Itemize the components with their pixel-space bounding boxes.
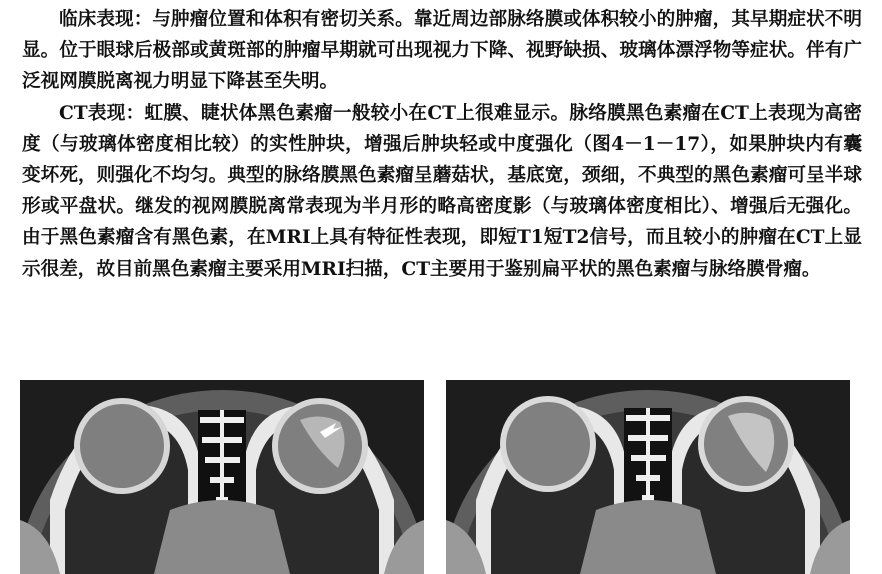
ct-paragraph: CT表现：虹膜、睫状体黑色素瘤一般较小在CT上很难显示。脉络膜黑色素瘤在CT上表现为高密度（与玻璃体密度相比较）的实性肿块，增强后肿块轻或中度强化（图4－1－17），如果肿块内有囊变坏死，则强化不均匀。典型的脉络膜黑色素瘤呈蘑菇状，基底宽，颈细，不典型的黑色素瘤可呈半球形或平盘状。继发的视网膜脱离常表现为半月形的略高密度影（与玻璃体密度相比）、增强后无强化。由于黑色素瘤含有黑色素，在MRI上具有特征性表现，即短T1短T2信号，而且较小的肿瘤在CT上显示很差，故目前黑色素瘤主要采用MRI扫描，CT主要用于鉴别扁平状的黑色素瘤与脉络膜骨瘤。 <box>22 102 862 280</box>
ct-scan-right <box>446 380 850 574</box>
article-text <box>22 4 862 285</box>
ct-scan-left <box>20 380 424 574</box>
clinical-paragraph: 临床表现：与肿瘤位置和体积有密切关系。靠近周边部脉络膜或体积较小的肿瘤，其早期症状不明显。位于眼球后极部或黄斑部的肿瘤早期就可出现视力下降、视野缺损、玻璃体漂浮物等症状。伴有广泛视网膜脱离视力明显下降甚至失明。 <box>22 9 862 93</box>
